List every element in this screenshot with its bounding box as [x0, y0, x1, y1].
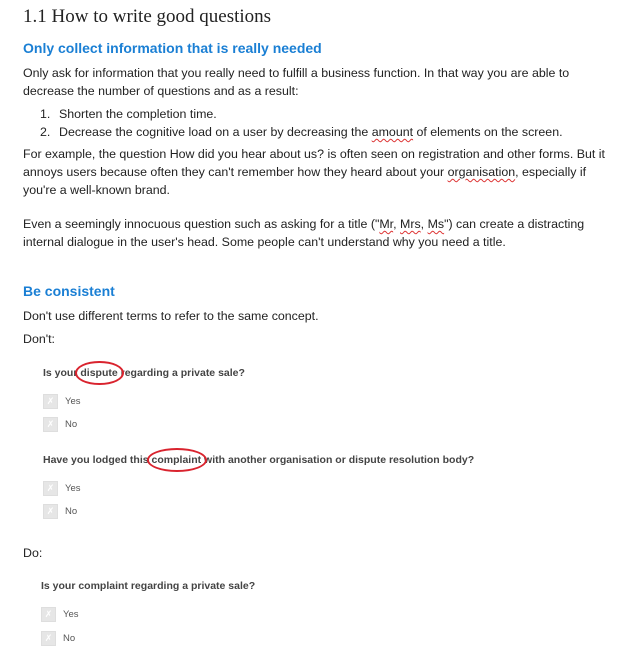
innocuous-text-end: ") can create a distracting internal dialogue in the user's head. Some people can't understand why you need a title. [23, 217, 585, 249]
option-label: No [63, 632, 76, 644]
checkbox-icon[interactable]: ✗ [43, 394, 58, 409]
section-title-consistent: Be consistent [23, 283, 115, 299]
separator: , [420, 217, 428, 231]
option-yes[interactable] [43, 393, 81, 409]
checkbox-icon[interactable]: ✗ [41, 631, 56, 646]
consistent-intro: Don't use different terms to refer to the same concept. [23, 309, 319, 323]
option-no[interactable] [43, 503, 77, 519]
question-complaint-lodged: Have you lodged this complaint with another organisation or dispute resolution body? [43, 454, 475, 466]
spellcheck-flagged-word: amount [371, 125, 414, 139]
option-label: Yes [65, 482, 81, 494]
checkbox-icon[interactable]: ✗ [43, 417, 58, 432]
spellcheck-flagged-word: Mrs [400, 217, 421, 231]
spellcheck-flagged-word: Mr [379, 217, 394, 231]
option-label: Yes [65, 395, 81, 407]
question-complaint: Is your complaint regarding a private sale? [41, 580, 256, 592]
option-label: Yes [63, 608, 79, 620]
do-label: Do: [23, 546, 43, 560]
option-label: No [65, 418, 78, 430]
highlighted-term-dispute: dispute [80, 367, 118, 379]
innocuous-paragraph [23, 215, 613, 251]
example-text: For example, the question How did you hear about us? is often seen on registration and other forms. But it annoys users because often they can't remember how they heard about your [23, 147, 606, 179]
section-title-collect: Only collect information that is really needed [23, 40, 322, 56]
intro-paragraph: Only ask for information that you really need to fulfill a business function. In that way you are able to decrease the number of questions and as a result: [23, 66, 570, 98]
list-text-before: Decrease the cognitive load on a user by decreasing the [59, 125, 372, 139]
innocuous-text: Even a seemingly innocuous question such as asking for a title (" [23, 217, 380, 231]
option-label: No [65, 505, 78, 517]
benefits-list [40, 105, 563, 141]
spellcheck-flagged-word: organisation [447, 165, 516, 179]
page-heading: 1.1 How to write good questions [23, 6, 272, 27]
list-item [40, 123, 563, 141]
list-text-after: of elements on the screen. [413, 125, 563, 139]
example-text-end: , especially if you're a well-known brand. [23, 165, 587, 197]
option-no[interactable] [41, 630, 75, 646]
highlighted-term-complaint: complaint [151, 454, 202, 466]
option-yes[interactable] [41, 606, 79, 622]
example-paragraph [23, 145, 613, 199]
option-yes[interactable] [43, 480, 81, 496]
option-no[interactable] [43, 416, 77, 432]
spellcheck-flagged-word: Ms [427, 217, 445, 231]
list-number: 1. [40, 107, 51, 121]
question-dispute: Is your dispute regarding a private sale? [43, 367, 245, 379]
list-item [40, 105, 563, 123]
list-number: 2. [40, 125, 51, 139]
list-text: Shorten the completion time. [59, 107, 217, 121]
checkbox-icon[interactable]: ✗ [41, 607, 56, 622]
checkbox-icon[interactable]: ✗ [43, 504, 58, 519]
checkbox-icon[interactable]: ✗ [43, 481, 58, 496]
separator: , [393, 217, 401, 231]
dont-label: Don't: [23, 332, 55, 346]
